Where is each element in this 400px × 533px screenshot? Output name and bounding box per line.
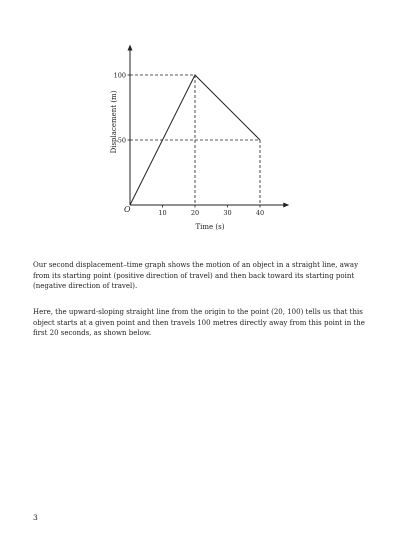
x-tick-label: 20: [190, 209, 200, 217]
x-tick-label: 30: [223, 209, 232, 217]
page-number: 3: [33, 513, 38, 522]
axes: [128, 45, 290, 208]
x-axis-arrow: [283, 203, 289, 208]
guide-lines: [130, 75, 260, 205]
displacement-time-graph: [0, 0, 400, 240]
y-tick-label: 100: [113, 71, 126, 80]
x-tick-label: 10: [158, 209, 167, 217]
y-axis-label: Displacement (m): [110, 90, 118, 154]
paragraph-2: Here, the upward-sloping straight line from the origin to the point (20, 100) tells us that this object starts at a given point and then travels 100 metres directly away from this point in the first 20 seconds, as shown below.: [33, 308, 365, 337]
x-tick-label: 40: [255, 209, 265, 217]
y-axis-arrow: [128, 45, 133, 51]
origin-label: O: [124, 205, 131, 214]
x-axis-label: Time (s): [195, 223, 225, 231]
paragraph-1: Our second displacement–time graph shows the motion of an object in a straight line, away from its starting point (positive direction of travel) and then back toward its starting point (negative direction of travel).: [33, 261, 359, 290]
tick-labels: [114, 71, 265, 217]
y-tick-label: 50: [117, 136, 126, 145]
